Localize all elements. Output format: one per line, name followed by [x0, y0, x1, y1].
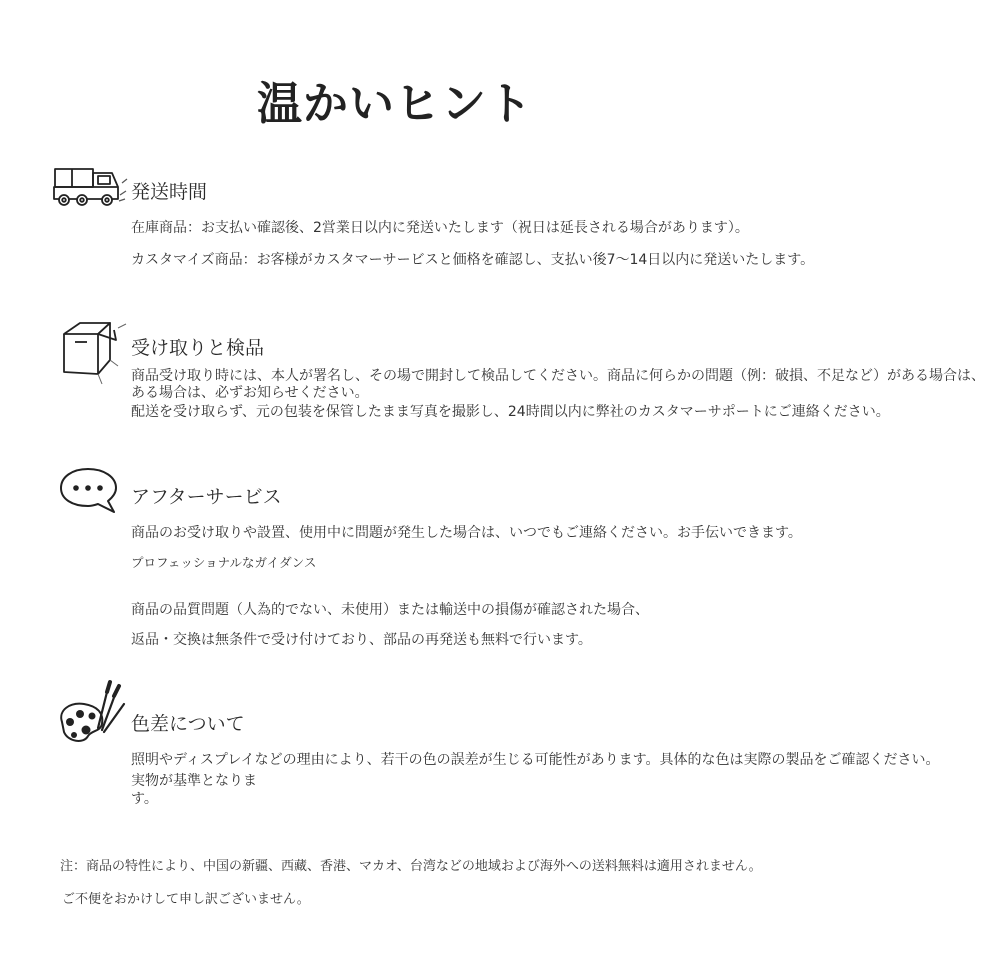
box-icon — [58, 320, 130, 386]
color-variance-line: 照明やディスプレイなどの理由により、若干の色の誤差が生じる可能性があります。具体的な色は実際の製品をご確認ください。 — [131, 752, 940, 768]
palette-icon — [56, 680, 130, 748]
section-heading-shipping: 発送時間 — [131, 181, 208, 203]
aftersales-return-line: 返品・交換は無条件で受け付けており、部品の再発送も無料で行います。 — [131, 632, 592, 648]
shipping-exclusion-note: 注：商品の特性により、中国の新疆、西藏、香港、マカオ、台湾などの地域および海外への送料無料は適用されません。 — [60, 859, 762, 874]
receiving-notify-line: ある場合は、必ずお知らせください。 — [131, 385, 369, 401]
aftersales-quality-line: 商品の品質問題（人為的でない、未使用）または輸送中の損傷が確認された場合、 — [131, 602, 649, 618]
aftersales-contact-line: 商品のお受け取りや設置、使用中に問題が発生した場合は、いつでもご連絡ください。お手伝いできます。 — [131, 525, 802, 541]
aftersales-guidance-line: プロフェッショナルなガイダンス — [131, 555, 317, 570]
section-heading-receiving: 受け取りと検品 — [131, 337, 265, 359]
color-reference-line: 実物が基準となります。 — [131, 773, 257, 807]
receiving-sign-line: 商品受け取り時には、本人が署名し、その場で開封して検品してください。商品に何らかの問題（例：破損、不足など）がある場合は、 — [131, 368, 985, 384]
receiving-photo-line: 配送を受け取らず、元の包装を保管したまま写真を撮影し、24時間以内に弊社のカスタマーサポートにご連絡ください。 — [131, 404, 890, 420]
shipping-custom-line: カスタマイズ商品：お客様がカスタマーサービスと価格を確認し、支払い後7〜14日以内に発送いたします。 — [131, 252, 815, 268]
truck-icon — [52, 165, 128, 209]
shipping-stock-line: 在庫商品：お支払い確認後、2営業日以内に発送いたします（祝日は延長される場合があります）。 — [131, 220, 749, 236]
page-title: 温かいヒント — [256, 77, 533, 130]
section-heading-aftersales: アフターサービス — [131, 486, 282, 508]
apology-note: ご不便をおかけして申し訳ございません。 — [62, 892, 310, 907]
section-heading-color: 色差について — [131, 713, 245, 735]
chat-bubble-icon — [58, 466, 122, 518]
